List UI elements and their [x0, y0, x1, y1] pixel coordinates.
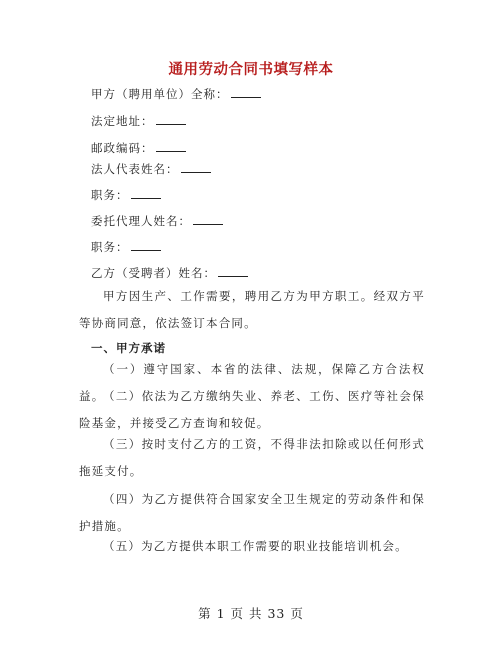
intro-paragraph: 甲方因生产、工作需要，聘用乙方为甲方职工。经双方平等协商同意，依法签订本合同。 — [79, 289, 425, 330]
clause-5: （五）为乙方提供本职工作需要的职业技能培训机会。 — [103, 539, 408, 553]
field-legal-representative — [91, 161, 211, 176]
fill-in-blank — [181, 161, 211, 173]
field-position-1 — [91, 187, 161, 202]
clause-2: （二）依法为乙方缴纳失业、养老、工伤、医疗等社会保险基金，并接受乙方查询和较促。 — [79, 389, 425, 430]
field-legal-address — [91, 113, 186, 128]
fill-in-blank — [156, 140, 186, 152]
field-authorized-agent — [91, 213, 223, 228]
field-label: 法定地址： — [91, 114, 154, 128]
fill-in-blank — [131, 187, 161, 199]
field-label: 邮政编码： — [91, 141, 154, 155]
field-position-2 — [91, 239, 161, 254]
fill-in-blank — [156, 113, 186, 125]
fill-in-blank — [218, 265, 248, 277]
page-number-footer: 第 1 页 共 33 页 — [198, 606, 304, 621]
document-title: 通用劳动合同书填写样本 — [168, 62, 334, 78]
field-label: 职务： — [91, 240, 129, 254]
clause-1: （一）遵守国家、本省的法律、法规，保障乙方合法权益。 — [79, 362, 425, 403]
clause-4: （四）为乙方提供符合国家安全卫生规定的劳动条件和保护措施。 — [79, 492, 425, 533]
fill-in-blank — [231, 86, 261, 98]
clause-3: （三）按时支付乙方的工资，不得非法扣除或以任何形式拖延支付。 — [79, 437, 425, 478]
field-employee-name — [91, 265, 248, 280]
field-label: 委托代理人姓名： — [91, 214, 191, 228]
section-heading: 一、甲方承诺 — [91, 341, 166, 355]
field-label: 乙方（受聘者）姓名： — [91, 266, 216, 280]
fill-in-blank — [131, 239, 161, 251]
field-postal-code — [91, 140, 186, 155]
field-label: 法人代表姓名： — [91, 162, 179, 176]
field-label: 甲方（聘用单位）全称： — [91, 87, 229, 101]
field-employer-name — [91, 86, 261, 101]
field-label: 职务： — [91, 188, 129, 202]
fill-in-blank — [193, 213, 223, 225]
